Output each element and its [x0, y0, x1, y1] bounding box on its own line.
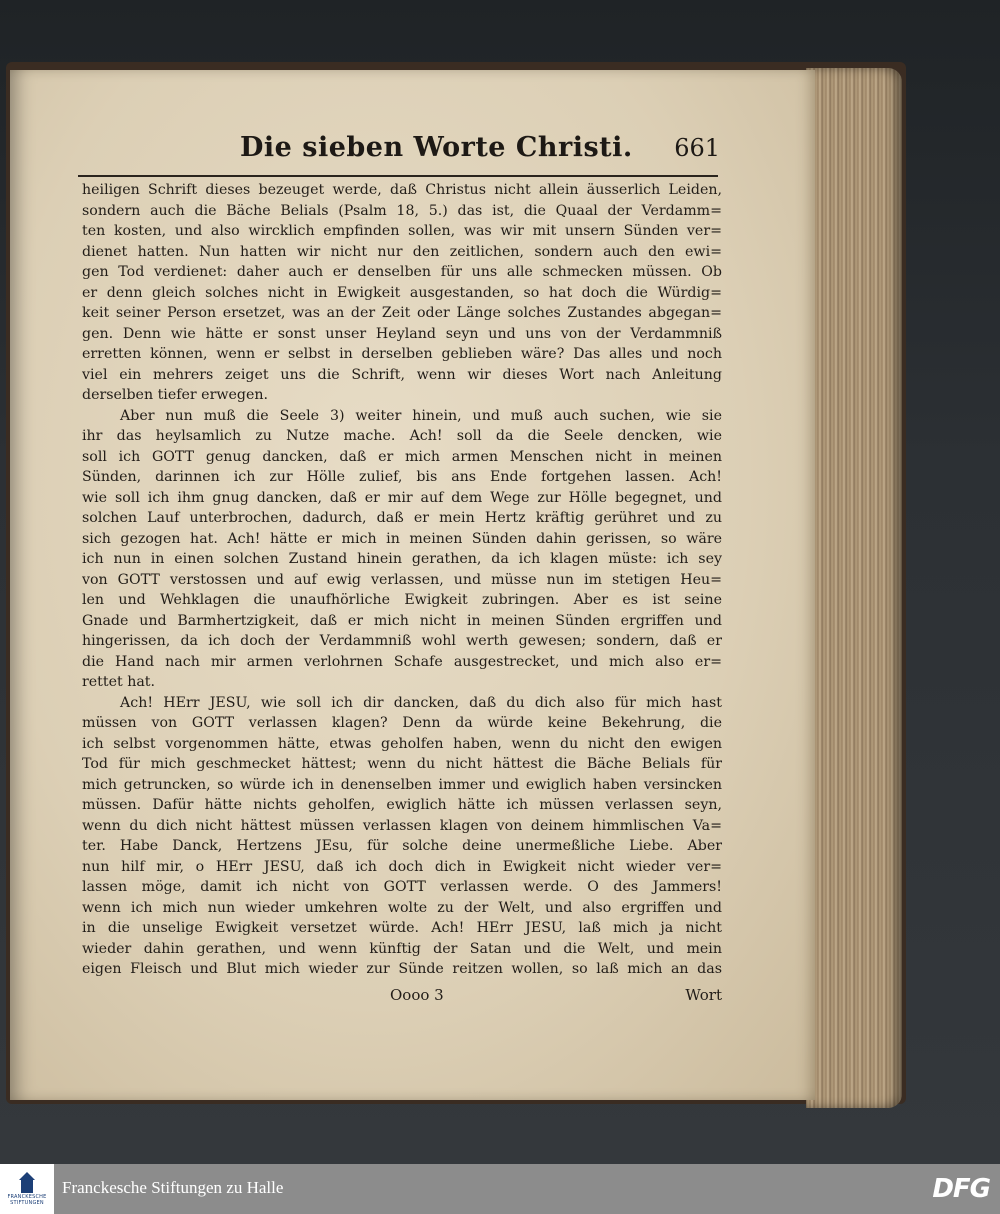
- text-line: heiligen Schrift dieses bezeuget werde, daß Christus nicht allein äusserlich Leiden,: [82, 182, 722, 198]
- institution-name[interactable]: Franckesche Stiftungen zu Halle: [62, 1178, 284, 1197]
- logo-text-1: FRANCKESCHE: [7, 1194, 47, 1200]
- text-line: sich gezogen hat. Ach! hätte er mich in meinen Sünden dahin gerissen, so wäre: [82, 530, 722, 547]
- text-line: wenn ich mich nun wieder umkehren wolte zu der Welt, und also ergriffen und: [82, 899, 722, 916]
- text-line: wenn du dich nicht hättest müssen verlassen klagen von deinem himmlischen Va=: [82, 817, 722, 834]
- text-line: gen Tod verdienet: daher auch er denselben für uns alle schmecken müssen. Ob: [82, 264, 722, 280]
- text-line: in die unselige Ewigkeit versetzet würde. Ach! HErr JESU, laß mich ja nicht: [82, 920, 722, 936]
- text-line: viel ein mehrers zeiget uns die Schrift, wenn wir dieses Wort nach Anleitung: [82, 366, 722, 383]
- franckesche-logo[interactable]: [0, 1164, 54, 1214]
- text-line: keit seiner Person ersetzet, was an der Zeit oder Länge solches Zustandes abgegan=: [82, 305, 722, 321]
- text-line: soll ich GOTT genug dancken, daß er mich armen Menschen nicht in meinen: [82, 448, 722, 465]
- text-line: Sünden, darinnen ich zur Hölle zulief, bis ans Ende fortgehen lassen. Ach!: [82, 469, 722, 485]
- text-line: Gnade und Barmhertzigkeit, daß er mich nicht in meinen Sünden ergriffen und: [82, 612, 722, 629]
- text-line: Ach! HErr JESU, wie soll ich dir dancken, daß du dich also für mich hast: [120, 694, 722, 711]
- text-line: erretten können, wenn er selbst in derselben geblieben wäre? Das alles und noch: [82, 346, 722, 362]
- text-line: rettet hat.: [82, 674, 155, 690]
- text-line: eigen Fleisch und Blut mich wieder zur Sünde reitzen wollen, so laß mich an das: [82, 961, 722, 977]
- running-head: [80, 132, 720, 172]
- text-line: müssen. Dafür hätte nichts geholfen, ewiglich hätte ich müssen verlassen seyn,: [82, 797, 722, 813]
- text-line: sondern auch die Bäche Belials (Psalm 18, 5.) das ist, die Quaal der Verdamm=: [82, 202, 722, 219]
- text-line: Tod für mich geschmecket hättest; wenn du nicht hättest die Bäche Belials für: [82, 756, 722, 772]
- book-fore-edge: [806, 68, 902, 1108]
- text-line: len und Wehklagen die unaufhörliche Ewigkeit zubringen. Aber es ist seine: [82, 592, 722, 608]
- page-number: 661: [674, 134, 720, 162]
- page-title: Die sieben Worte Christi.: [240, 132, 633, 163]
- text-line: er denn gleich solches nicht in Ewigkeit ausgestanden, so hat doch die Würdig=: [82, 284, 722, 301]
- body-text: [82, 180, 722, 980]
- text-line: von GOTT verstossen und auf ewig verlassen, und müsse nun im stetigen Heu=: [82, 571, 722, 588]
- text-line: nun hilf mir, o HErr JESU, daß ich doch dich in Ewigkeit nicht wieder ver=: [82, 858, 722, 875]
- dfg-logo[interactable]: DFG: [932, 1174, 990, 1204]
- signature-mark: Oooo 3: [390, 986, 444, 1004]
- text-line: müssen von GOTT verlassen klagen? Denn da würde keine Bekehrung, die: [82, 715, 722, 731]
- header-rule: [78, 175, 718, 177]
- text-line: ich nun in einen solchen Zustand hinein gerathen, da ich klagen müste: ich sey: [82, 551, 722, 567]
- text-line: ihr das heylsamlich zu Nutze mache. Ach! soll da die Seele dencken, wie: [82, 428, 722, 444]
- text-line: wie soll ich ihm gnug dancken, daß er mir auf dem Wege zur Hölle begegnet, und: [82, 489, 722, 506]
- catchword: Wort: [685, 986, 722, 1004]
- text-line: dienet hatten. Nun hatten wir nicht nur den zeitlichen, sondern auch den ewi=: [82, 243, 722, 260]
- text-line: hingerissen, da ich doch der Verdammniß wohl werth gewesen; sondern, daß er: [82, 633, 722, 649]
- text-line: wieder dahin gerathen, und wenn künftig der Satan und die Welt, und mein: [82, 940, 722, 957]
- text-line: mich getruncken, so würde ich in denenselben immer und ewiglich haben versincken: [82, 776, 722, 793]
- text-line: ich selbst vorgenommen hätte, etwas geholfen haben, wenn du nicht den ewigen: [82, 735, 722, 752]
- text-line: die Hand nach mir armen verlohrnen Schafe ausgestrecket, und mich also er=: [82, 653, 722, 670]
- text-line: ten kosten, und also wircklich empfinden sollen, was wir mit unsern Sünden ver=: [82, 223, 722, 239]
- text-line: ter. Habe Danck, Hertzens JEsu, für solche deine unermeßliche Liebe. Aber: [82, 838, 722, 854]
- text-line: solchen Lauf unterbrochen, dadurch, daß er mein Hertz kräftig gerühret und zu: [82, 510, 722, 526]
- page-foot: [82, 986, 722, 1008]
- building-icon: [18, 1172, 36, 1194]
- text-line: Aber nun muß die Seele 3) weiter hinein, und muß auch suchen, wie sie: [120, 407, 722, 424]
- text-line: lassen möge, damit ich nicht von GOTT verlassen werde. O des Jammers!: [82, 879, 722, 895]
- text-line: derselben tiefer erwegen.: [82, 387, 269, 403]
- footer-bar: [0, 1164, 1000, 1214]
- logo-text-2: STIFTUNGEN: [10, 1200, 44, 1206]
- text-line: gen. Denn wie hätte er sonst unser Heyland seyn und uns von der Verdammniß: [82, 325, 722, 342]
- book-page: [10, 70, 815, 1100]
